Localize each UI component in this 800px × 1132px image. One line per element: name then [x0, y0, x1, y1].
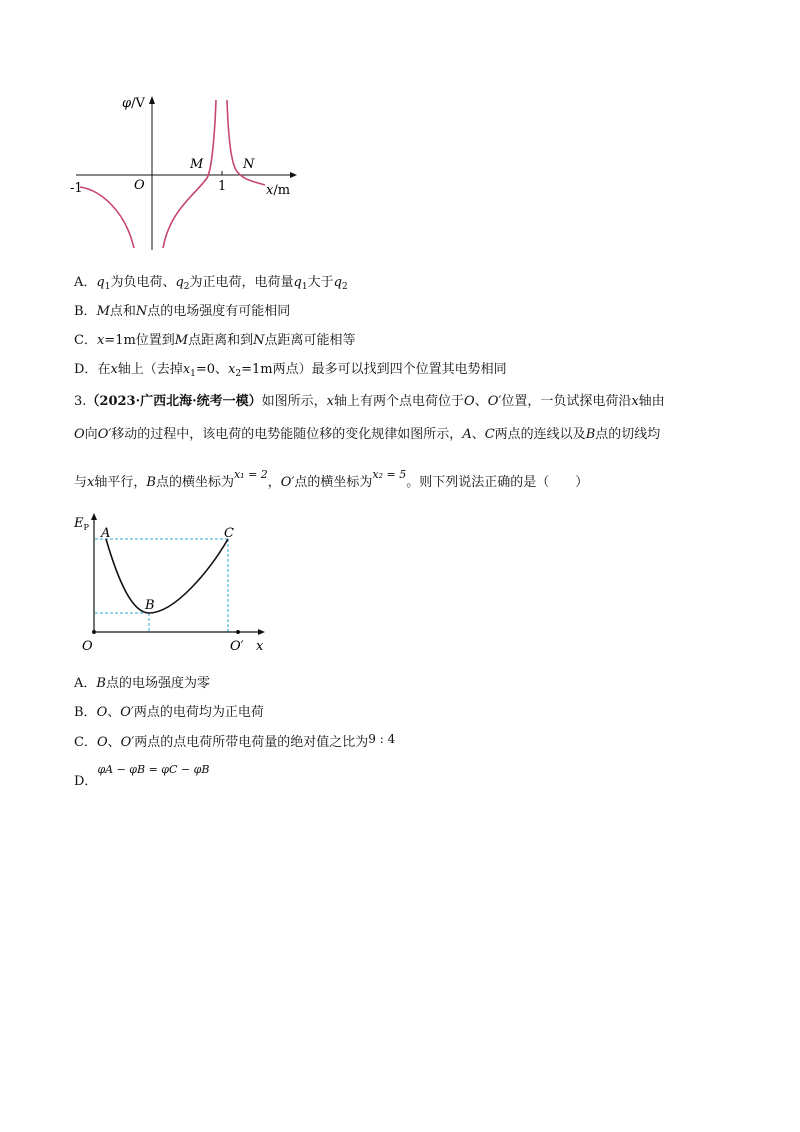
option-b: B．M点和N点的电场强度有可能相同	[74, 304, 291, 319]
x-axis-arrow	[290, 172, 297, 178]
origin-dot	[92, 630, 96, 634]
tick-neg-label: -1	[70, 181, 83, 196]
point-c-label: C	[224, 526, 234, 541]
question-source: （2023·广西北海·统考一模）	[86, 394, 262, 409]
point-a-label: A	[101, 526, 111, 541]
point-n-label: N	[243, 157, 255, 172]
y-axis-arrow	[91, 513, 97, 520]
middle-branch-curve	[163, 100, 216, 248]
origin-label: O	[134, 178, 145, 193]
question-number: 3.	[74, 394, 87, 409]
right-branch-curve	[227, 100, 265, 185]
energy-curve	[106, 539, 228, 613]
option-a: A．$q_1$为负电荷、$q_2$为正电荷，电荷量$q_1$大于$q_2$	[74, 275, 348, 292]
point-m-label: M	[190, 157, 204, 172]
q3-option-c: C．O、O′两点的点电荷所带电荷量的绝对值之比为9 : 4	[74, 732, 396, 750]
q3-option-a: A．B点的电场强度为零	[74, 676, 210, 691]
o-prime-label: O′	[230, 639, 244, 654]
question-3-line-1: 3.（2023·广西北海·统考一模）如图所示，x轴上有两个点电荷位于O、O′位置，一负试探电荷沿x轴由	[74, 394, 665, 409]
y-axis-arrow	[149, 96, 155, 104]
origin-label: O	[82, 639, 93, 654]
question-3-line-2: O向O′移动的过程中，该电荷的电势能随位移的变化规律如图所示，A、C两点的连线以及B点的切线均	[74, 427, 661, 442]
question-3-line-3: 与x轴平行，B点的横坐标为$^{x_1 = 2}$，O′点的横坐标为$^{x_2 = 5}$。则下列说法正确的是（ ）	[74, 468, 589, 490]
option-d: D．在x轴上（去掉$x_1=0$、$x_2=1m$两点）最多可以找到四个位置其电势相同	[74, 362, 507, 379]
point-b-label: B	[145, 598, 155, 613]
energy-graph	[70, 510, 280, 660]
option-c: C．x=1m位置到M点距离和到N点距离可能相等	[74, 333, 356, 348]
y-axis-label: φ/V	[122, 96, 145, 111]
left-branch-curve	[80, 187, 134, 248]
x-axis-label: x/m	[266, 183, 291, 198]
potential-graph	[70, 90, 310, 260]
x-axis-label: x	[256, 639, 264, 654]
x-axis-arrow	[258, 629, 265, 635]
q3-option-d: D．$^{\varphi A - \varphi B = \varphi C - \varphi B}$	[74, 763, 210, 789]
tick-pos-label: 1	[218, 179, 227, 194]
o-prime-dot	[236, 630, 240, 634]
y-axis-label: $E_P$	[74, 516, 89, 532]
q3-option-b: B．O、O′两点的电荷均为正电荷	[74, 705, 264, 720]
